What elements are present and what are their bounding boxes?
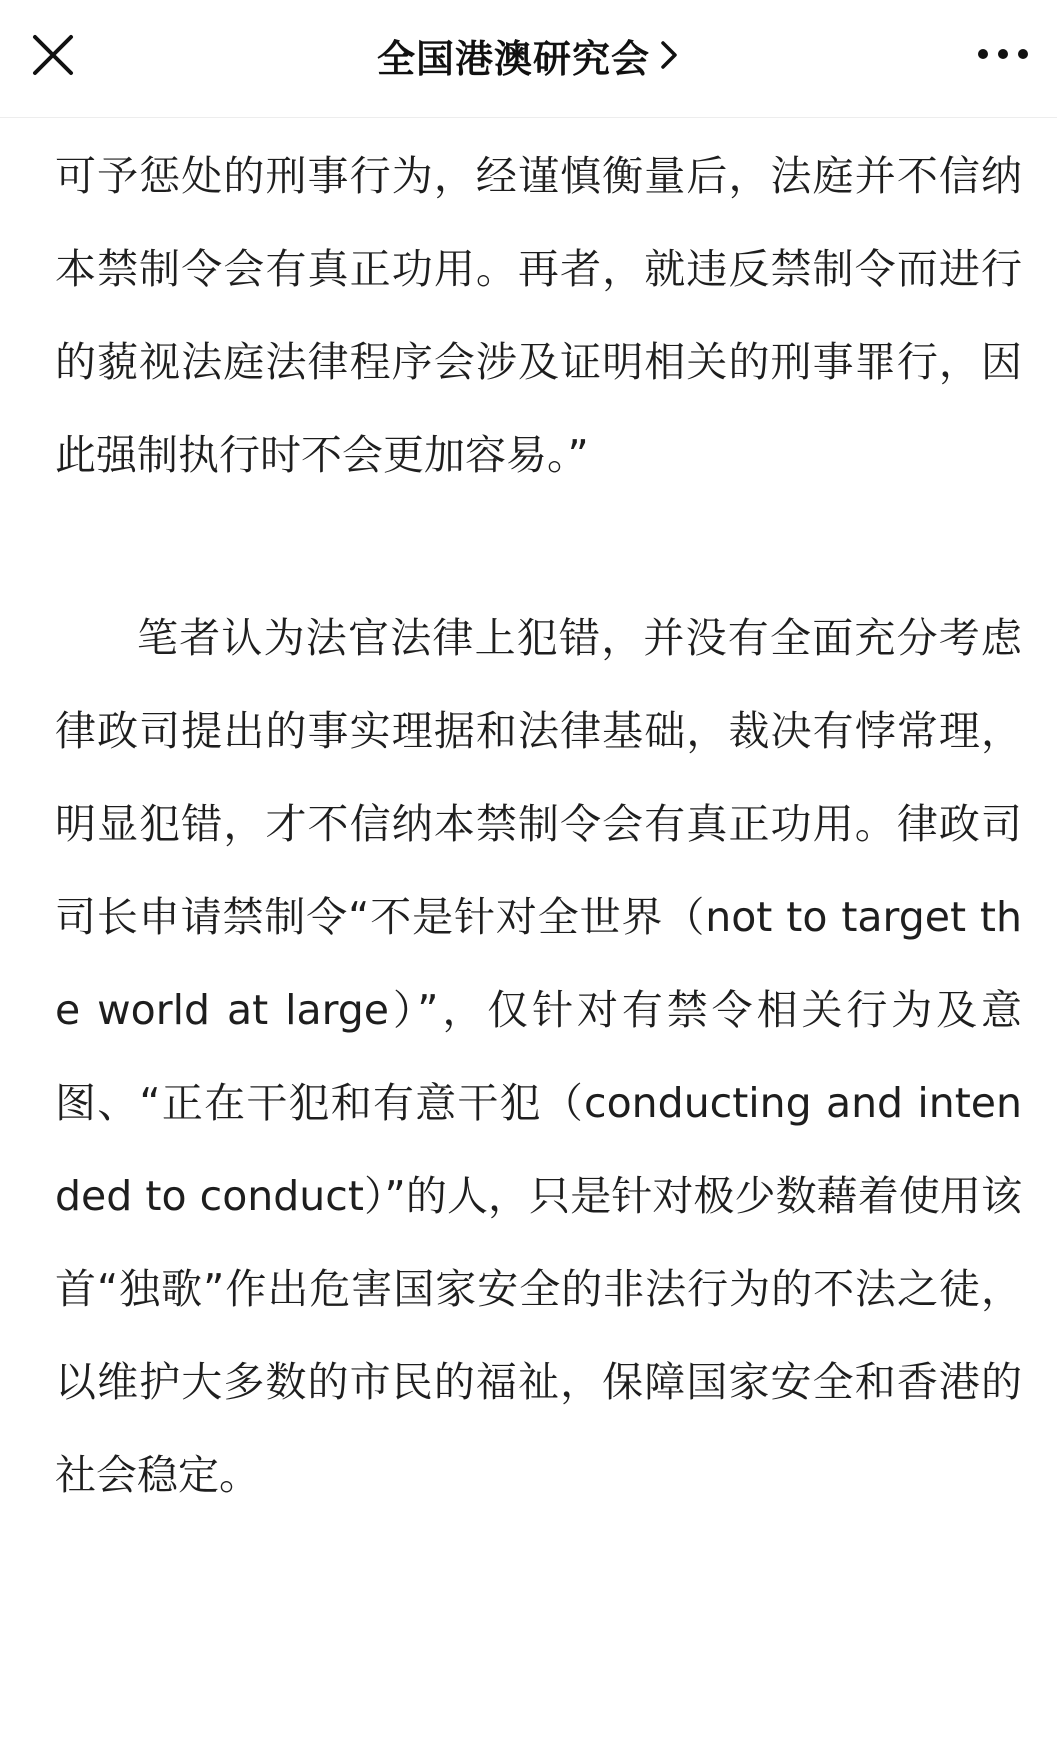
more-dots-icon [977, 48, 1029, 60]
account-title-link[interactable] [0, 30, 1057, 80]
article-paragraph: 可予惩处的刑事行为，经谨慎衡量后，法庭并不信纳本禁制令会有真正功用。再者，就违反禁制令而进行的藐视法庭法律程序会涉及证明相关的刑事罪行，因此强制执行时不会更加容易。” [55, 152, 1022, 479]
chevron-right-icon [658, 37, 680, 73]
more-options-button[interactable] [973, 34, 1033, 74]
page-title: 全国港澳研究会 [376, 36, 650, 81]
top-nav-bar [0, 0, 1057, 118]
article-body [55, 130, 1022, 1522]
paragraph-spacer [55, 502, 1022, 592]
article-paragraph: 笔者认为法官法律上犯错，并没有全面充分考虑律政司提出的事实理据和法律基础，裁决有悖常理，明显犯错，才不信纳本禁制令会有真正功用。律政司司长申请禁制令“不是针对全世界（not to target the world at large）”，仅针对有禁令相关行为及意图、“正在干犯和有意干犯（conducting and intended to conduct）”的人，只是针对极少数藉着使用该首“独歌”作出危害国家安全的非法行为的不法之徒，以维护大多数的市民的福祉，保障国家安全和香港的社会稳定。 [55, 614, 1022, 1499]
